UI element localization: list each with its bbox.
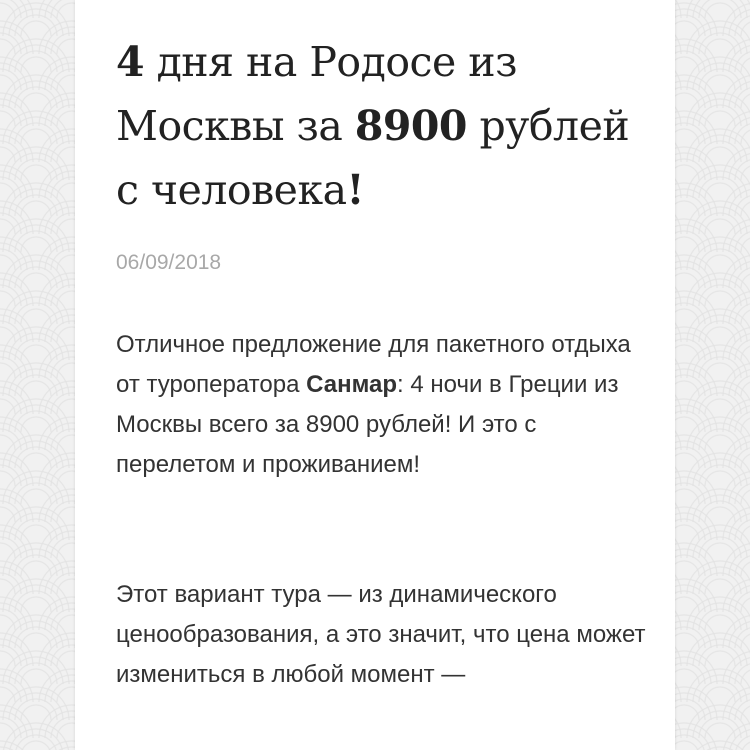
- tour-operator-name: Санмар: [306, 371, 398, 398]
- article-title: [116, 30, 636, 222]
- article-date: 06/09/2018: [116, 251, 222, 274]
- article-paragraph-1: [116, 325, 646, 485]
- title-price: 8900: [354, 102, 467, 150]
- title-text-part2: рублей с человека: [116, 102, 630, 214]
- title-exclaim: !: [346, 166, 365, 214]
- article-card: [75, 0, 675, 750]
- title-text-part1: дня на Родосе из Москвы за: [116, 38, 517, 150]
- paragraph-1-before: Отличное предложение для пакетного отдыха от туроператора: [116, 331, 631, 398]
- paragraph-1-after: : 4 ночи в Греции из Москвы всего за 8900 рублей! И это с перелетом и проживанием!: [116, 371, 619, 478]
- title-number: 4: [116, 38, 145, 86]
- article-paragraph-2: Этот вариант тура — из динамического ценообразования, а это значит, что цена может измениться в любой момент —: [116, 581, 646, 688]
